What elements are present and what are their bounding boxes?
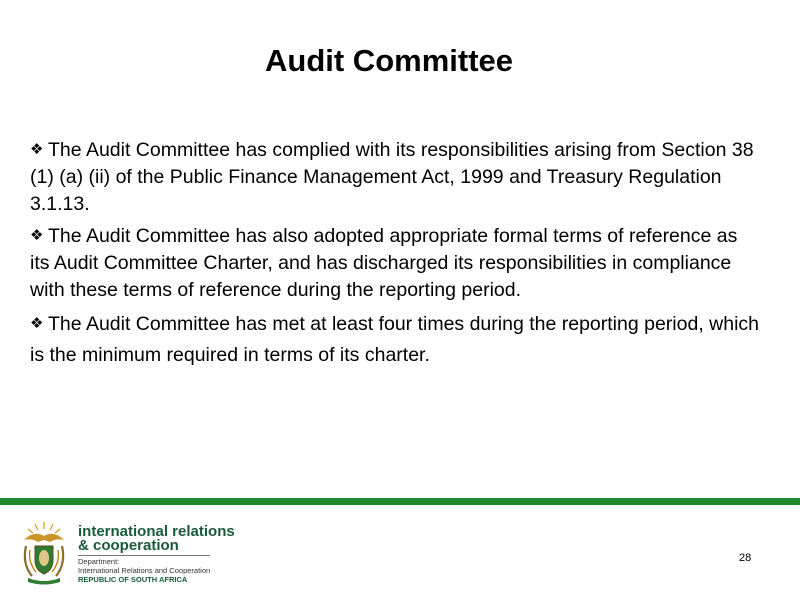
bullet-text: The Audit Committee has met at least four times during the reporting period, which is the minimum required in terms of its charter. (30, 313, 760, 366)
bullet-list (30, 136, 760, 375)
slide-title: Audit Committee (265, 43, 513, 78)
brand-name-line-2: & cooperation (78, 537, 179, 554)
bullet-item (30, 308, 760, 371)
bullet-text: The Audit Committee has complied with its responsibilities arising from Section 38 (1) (a) (ii) of the Public Finance Management Act, 1999 and Treasury Regulation 3.1.13. (30, 139, 754, 215)
diamond-bullet-icon: ❖ (30, 227, 44, 244)
footer-divider (0, 498, 800, 505)
department-label: Department: (78, 557, 120, 566)
diamond-bullet-icon: ❖ (30, 315, 44, 332)
country-name: REPUBLIC OF SOUTH AFRICA (78, 575, 188, 584)
brand-name-line-1: international relations (78, 523, 235, 540)
coat-of-arms-icon (18, 520, 70, 586)
bullet-item (30, 222, 760, 304)
department-name: International Relations and Cooperation (78, 566, 211, 575)
page-number: 28 (739, 552, 752, 564)
diamond-bullet-icon: ❖ (30, 141, 44, 158)
bullet-item (30, 136, 760, 218)
brand-divider (78, 555, 210, 556)
bullet-text: The Audit Committee has also adopted appropriate formal terms of reference as its Audit Committee Charter, and has discharged its responsibilities in compliance with these terms of reference during the reporting period. (30, 225, 738, 301)
department-logo (14, 520, 235, 590)
